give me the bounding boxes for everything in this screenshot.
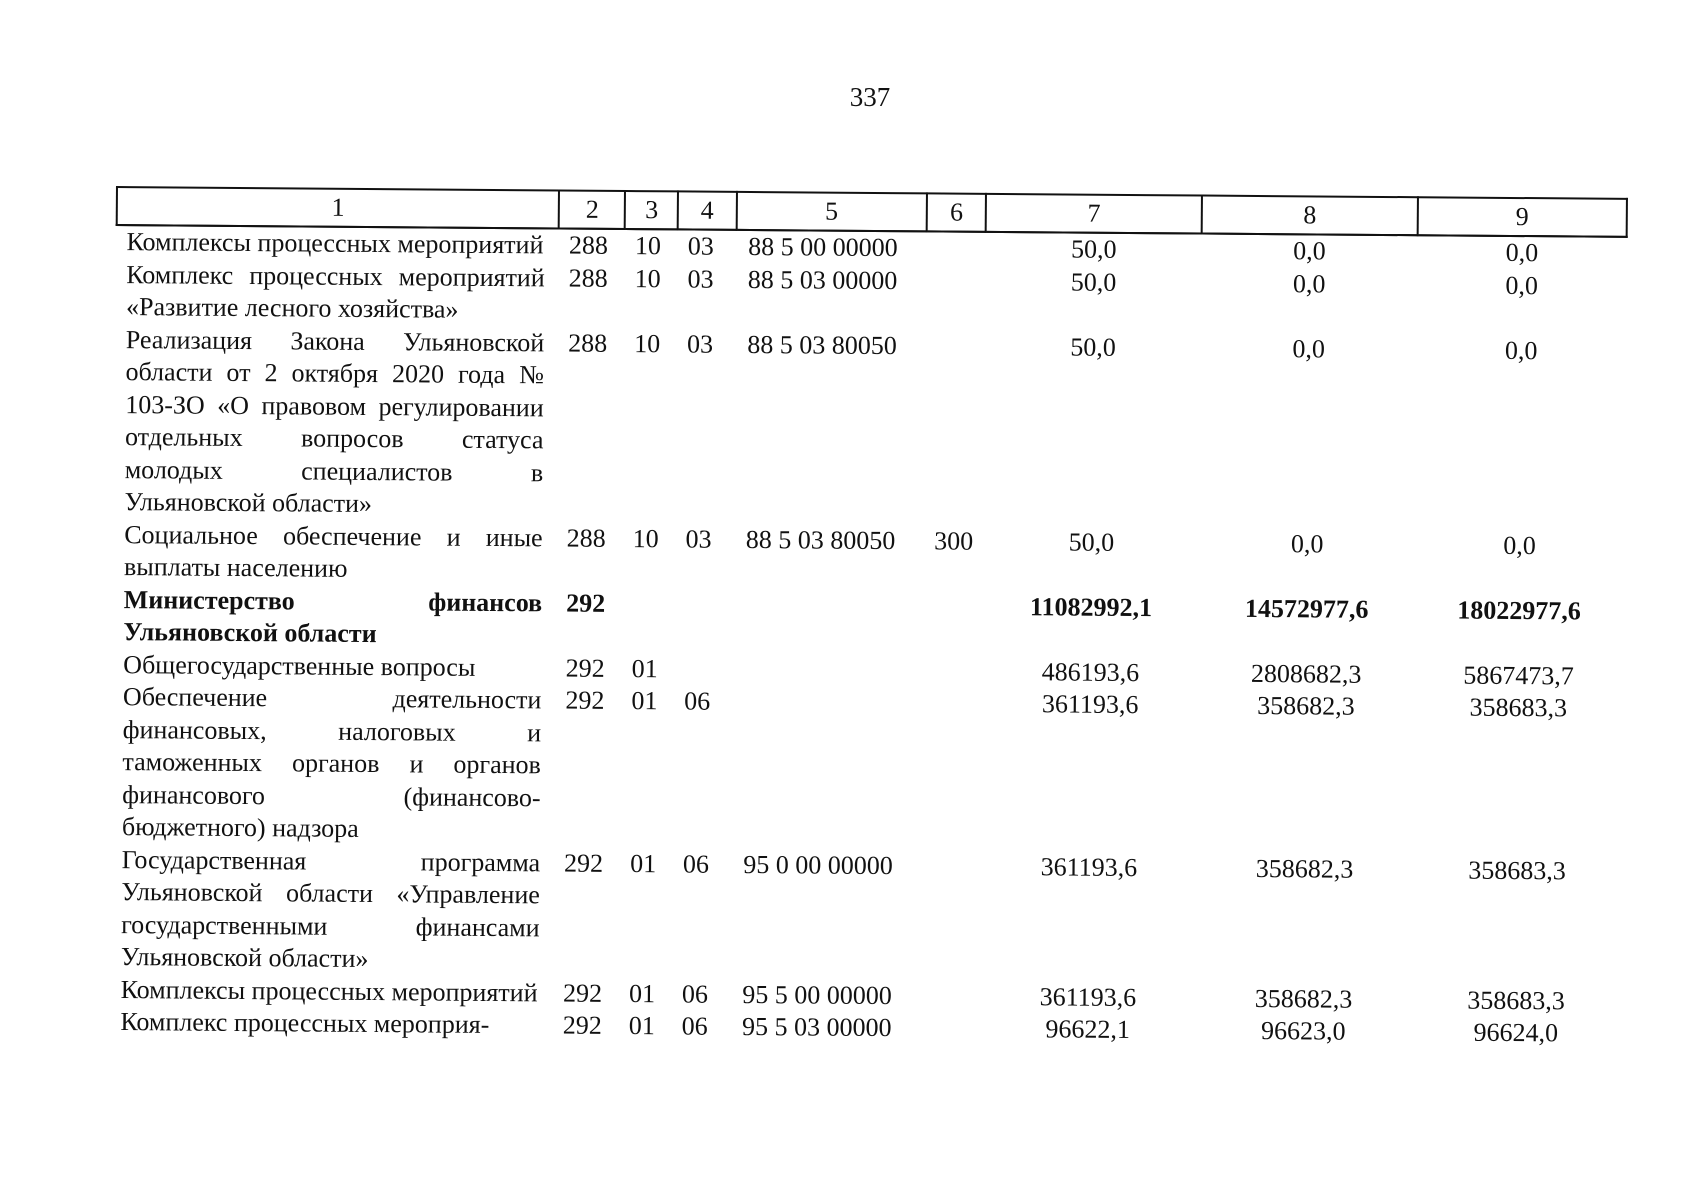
row-value-7: 50,0 <box>1070 332 1116 362</box>
row-target-code: 88 5 03 00000 <box>747 264 898 295</box>
row-value-8: 358682,3 <box>1257 690 1355 721</box>
row-value-9: 96624,0 <box>1473 1017 1559 1048</box>
row-expense-type <box>926 231 986 265</box>
table-row <box>111 843 1622 985</box>
row-target-code: 88 5 03 80050 <box>747 329 897 360</box>
row-section-code <box>622 587 675 652</box>
row-value-7: 50,0 <box>1070 267 1117 297</box>
row-target-code <box>733 653 924 687</box>
table-row <box>113 583 1623 660</box>
row-section-code: 01 <box>629 978 656 1008</box>
row-ministry-code: 288 <box>568 263 608 293</box>
row-expense-type: 300 <box>934 525 974 556</box>
row-subsection-code: 03 <box>687 231 714 261</box>
column-header-4: 4 <box>678 191 737 229</box>
row-subsection-code <box>674 653 733 686</box>
row-target-code: 95 5 00 00000 <box>742 979 892 1010</box>
row-value-9: 358683,3 <box>1468 855 1566 885</box>
row-value-7: 50,0 <box>1068 526 1115 557</box>
row-name: Комплекс процессных мероприятий «Развитие лесного хозяйства» <box>125 259 545 324</box>
row-subsection-code: 03 <box>685 523 712 554</box>
row-subsection-code: 06 <box>681 1011 708 1041</box>
row-expense-type <box>921 850 981 980</box>
row-value-9: 0,0 <box>1504 335 1538 365</box>
column-header-8: 8 <box>1202 196 1418 236</box>
column-header-6: 6 <box>927 193 987 231</box>
row-value-8: 0,0 <box>1293 236 1326 266</box>
row-expense-type <box>923 655 983 688</box>
table-row <box>114 324 1625 531</box>
row-name: Комплексы процессных мероприятий <box>126 227 544 260</box>
row-ministry-code: 292 <box>566 588 606 618</box>
row-subsection-code: 03 <box>687 263 714 294</box>
row-value-8: 0,0 <box>1292 268 1326 299</box>
row-name: Государственная программа Ульяновской области «Управление государственными финансами Ульяновской области» <box>120 844 541 974</box>
row-value-9: 0,0 <box>1503 530 1536 560</box>
row-target-code <box>733 588 924 654</box>
row-expense-type <box>920 1012 980 1045</box>
row-section-code: 01 <box>631 653 658 683</box>
row-value-7: 486193,6 <box>1041 656 1140 687</box>
row-value-8: 358682,3 <box>1255 853 1354 884</box>
page-number: 337 <box>849 82 891 112</box>
row-value-7: 11082992,1 <box>1029 591 1153 622</box>
row-name: Обеспечение деятельности финансовых, налоговых и таможенных органов и органов финансового (финансово-бюджетного) надзора <box>121 682 542 843</box>
row-ministry-code: 292 <box>562 978 603 1008</box>
table-row <box>114 518 1624 595</box>
row-value-8: 0,0 <box>1290 528 1324 558</box>
row-ministry-code: 292 <box>564 848 604 878</box>
row-value-9: 358683,3 <box>1467 985 1565 1015</box>
row-ministry-code: 292 <box>565 653 605 683</box>
row-subsection-code: 06 <box>681 978 709 1009</box>
row-subsection-code <box>675 588 734 653</box>
row-name: Социальное обеспечение и иные выплаты населению <box>123 519 543 583</box>
row-name: Министерство финансов Ульяновской области <box>123 584 543 649</box>
row-expense-type <box>922 687 983 850</box>
row-value-7: 361193,6 <box>1041 689 1139 720</box>
row-ministry-code: 292 <box>562 1010 602 1040</box>
row-name: Реализация Закона Ульяновской области от 2 октября 2020 года № 103-ЗО «О правовом регулировании отдельных вопросов статуса молодых специалистов в Ульяновской области» <box>124 324 545 519</box>
row-value-9: 358683,3 <box>1469 692 1568 723</box>
budget-table <box>109 186 1628 1050</box>
column-header-3: 3 <box>625 191 678 229</box>
row-section-code: 10 <box>634 263 661 293</box>
row-subsection-code: 06 <box>682 848 710 879</box>
row-target-code: 95 5 03 00000 <box>741 1011 892 1043</box>
row-value-9: 0,0 <box>1505 237 1539 268</box>
row-value-7: 96622,1 <box>1045 1014 1131 1044</box>
row-target-code: 88 5 00 00000 <box>748 231 898 263</box>
row-expense-type <box>924 330 985 525</box>
row-section-code: 10 <box>634 328 661 358</box>
row-section-code: 01 <box>630 848 657 878</box>
row-value-9: 5867473,7 <box>1463 660 1574 690</box>
row-ministry-code: 288 <box>568 230 609 260</box>
row-subsection-code: 03 <box>686 328 714 359</box>
row-ministry-code: 288 <box>566 523 606 553</box>
row-section-code: 01 <box>628 1011 655 1041</box>
row-target-code: 88 5 03 80050 <box>745 524 896 555</box>
row-value-8: 0,0 <box>1292 333 1326 363</box>
row-value-7: 50,0 <box>1070 234 1117 264</box>
row-value-7: 361193,6 <box>1040 851 1138 882</box>
row-expense-type <box>921 980 981 1013</box>
row-subsection-code: 06 <box>684 686 711 716</box>
row-section-code: 01 <box>631 686 658 716</box>
row-value-8: 14572977,6 <box>1244 593 1369 624</box>
column-header-2: 2 <box>559 190 625 229</box>
row-section-code: 10 <box>634 231 662 261</box>
row-value-7: 361193,6 <box>1039 981 1137 1012</box>
row-value-8: 2808682,3 <box>1250 658 1362 689</box>
table-row <box>116 259 1626 336</box>
row-expense-type <box>923 590 983 655</box>
column-header-9: 9 <box>1417 197 1626 237</box>
table-row <box>112 681 1623 855</box>
row-expense-type <box>926 265 986 330</box>
row-value-9: 0,0 <box>1505 270 1539 300</box>
column-header-7: 7 <box>986 194 1202 234</box>
row-name: Комплексы процессных мероприятий <box>120 974 538 1007</box>
row-value-9: 18022977,6 <box>1457 595 1581 626</box>
row-value-8: 358682,3 <box>1254 983 1353 1014</box>
row-name: Общегосударственные вопросы <box>123 649 476 682</box>
row-ministry-code: 292 <box>565 685 605 715</box>
row-target-code: 95 0 00 00000 <box>743 849 893 880</box>
row-section-code: 10 <box>632 523 659 553</box>
row-name: Комплекс процессных мероприя- <box>120 1007 490 1039</box>
column-header-5: 5 <box>736 192 927 231</box>
column-header-1: 1 <box>117 187 560 228</box>
row-ministry-code: 288 <box>568 328 608 358</box>
row-target-code <box>731 686 923 850</box>
row-value-8: 96623,0 <box>1260 1016 1346 1046</box>
budget-table-sheet <box>109 186 1628 1050</box>
